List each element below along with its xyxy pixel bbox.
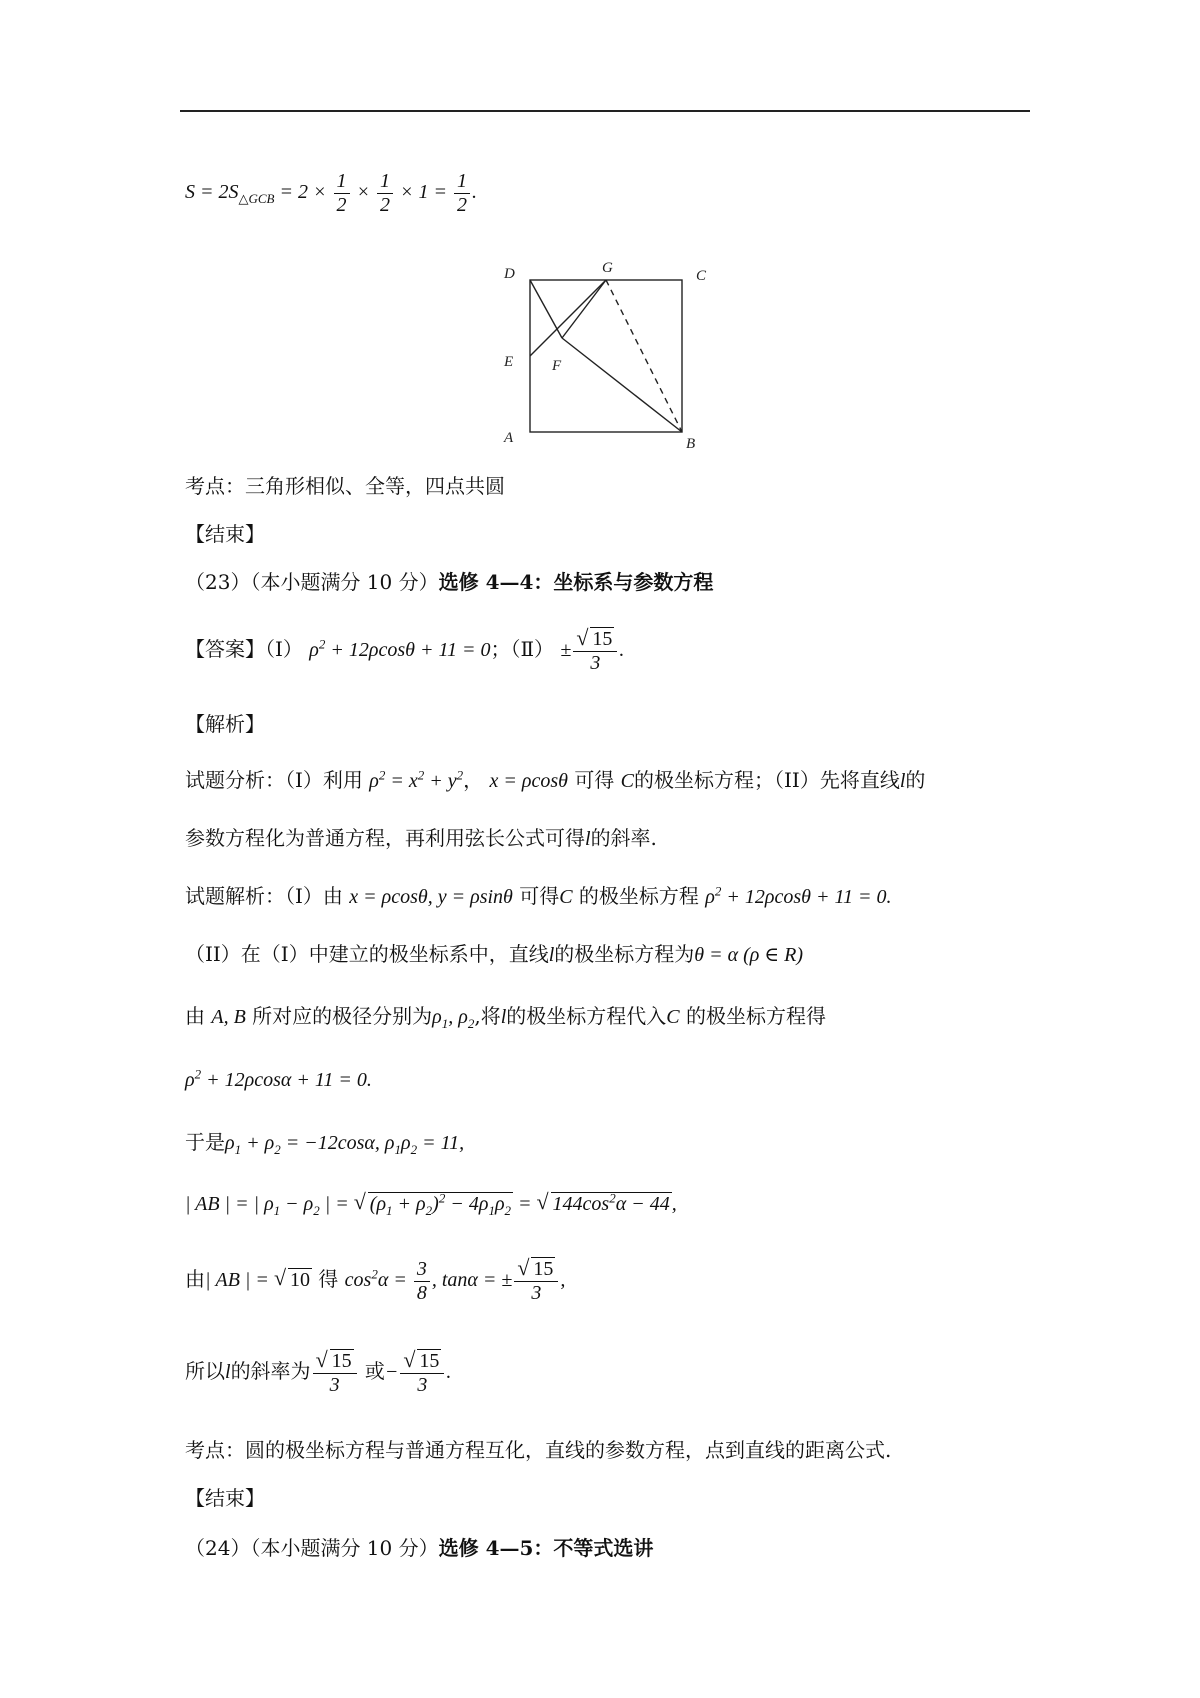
jiexi-line-1: 试题解析：（I）由 x = ρcosθ, y = ρsinθ 可得C 的极坐标方程 $\rho^2 + 12\rho\cos\theta + 11 = 0$. [185,883,892,908]
vieta-line: 于是$\rho_1 + \rho_2 = -12\cos\alpha$, $\rho_1\rho_2 = 11$, [185,1130,465,1157]
fenxi-text-1b: 可得 [574,768,615,792]
line-fg [562,280,606,338]
jiexi-text-1c: 的极坐标方程 [578,884,699,908]
q23-answer: 【答案】（Ⅰ） $\rho^2 + 12\rho\cos\theta + 11 = 0$；（Ⅱ） ± √ $\frac{15}{3}$ . [185,628,624,675]
line-df [530,280,562,338]
fenxi-text-1: 试题分析：（I）利用 [185,768,363,792]
jiexi-text-3d: 的极坐标方程代入 [506,1004,667,1028]
answer-label: 【答案】 [185,637,265,662]
jiexi-line-2: （II）在（I）中建立的极坐标系中，直线l的极坐标方程为θ = α (ρ ∈ R) [185,942,804,966]
kaodian-22: 考点：三角形相似、全等，四点共圆 [185,474,505,498]
q23-header-prefix: （23）（本小题满分 10 分） [185,570,439,594]
q24-header-title: 选修 4—5：不等式选讲 [438,1536,654,1560]
q24-header [185,1536,653,1560]
label-f: F [552,358,562,374]
jiexi-text-1b: 可得 [519,884,560,908]
square-geometry-figure [490,262,720,452]
line-eg [530,280,606,356]
q23-header [185,570,713,594]
jiexi-line-3: 由 A, B 所对应的极径分别为$\rho_1$, $\rho_2$,将l的极坐标方程代入C 的极坐标方程得 [185,1004,826,1031]
label-a: A [504,430,514,446]
equation-alpha: $\rho^2 + 12\rho\cos\alpha + 11 = 0$. [185,1066,372,1091]
figure-lines [530,280,682,432]
suoyi-text: 所以 [185,1359,225,1384]
jiexi-text-1: 试题解析：（I）由 [185,884,343,908]
part1-label: （Ⅰ） [265,637,303,662]
label-e: E [504,354,514,370]
end-marker-23: 【结束】 [185,1486,265,1510]
yushi-text: 于是 [185,1130,225,1154]
fenxi-text-2b: 的斜率. [590,826,657,850]
header-rule [180,110,1030,112]
fenxi-line-2: 参数方程化为普通方程，再利用弦长公式可得l的斜率. [185,826,657,850]
square-abcd [530,280,682,432]
de-text: 得 [318,1267,339,1292]
jiexi-text-2b: 的极坐标方程为 [554,942,695,966]
jiexi-text-3e: 的极坐标方程得 [686,1004,826,1028]
huo-text: 或 [364,1359,385,1384]
end-marker-22: 【结束】 [185,522,265,546]
slope-line: 所以l的斜率为 √ $\frac{15}{3}$ 或− √ $\frac{15}{3}$ . [185,1350,451,1397]
tan-line: 由| AB | = √ 10 得 $\cos^2\alpha$ = $\frac{3}{8}$ , tanα = ± √ $\frac{15}{3}$ , [185,1258,565,1305]
fenxi-text-2: 参数方程化为普通方程，再利用弦长公式可得 [185,826,585,850]
q24-header-prefix: （24）（本小题满分 10 分） [185,1536,439,1560]
suoyi-text-b: 的斜率为 [230,1359,311,1384]
area-result-formula: $S = 2S_{\triangle GCB} = 2$ × $\frac{1}{2}$ × $\frac{1}{2}$ × 1 = $\frac{1}{2}$ . [185,170,477,216]
jiexi-text-3b: 所对应的极径分别为 [252,1004,433,1028]
label-d: D [504,266,515,282]
you-text: 由 [185,1267,205,1292]
kaodian-23: 考点：圆的极坐标方程与普通方程互化，直线的参数方程，点到直线的距离公式. [185,1438,892,1462]
q23-header-title: 选修 4—4：坐标系与参数方程 [438,570,714,594]
line-fb [562,338,682,432]
fenxi-text-1c: 的极坐标方程；（II）先将直线 [634,768,900,792]
analysis-label: 【解析】 [185,712,265,736]
label-g: G [602,262,613,276]
chord-length-line: | AB | = | $\rho_1 - \rho_2$ | = √ $(\rho_1 + \rho_2)^2 - 4\rho_1\rho_2$ = √ $144\cos^2\alpha - 44$ , [185,1192,677,1216]
jiexi-text-3: 由 [185,1004,205,1028]
jiexi-text-3c: ,将 [474,1004,501,1028]
fenxi-text-1d: 的 [905,768,926,792]
label-b: B [686,436,696,452]
line-gb-dashed [606,280,682,432]
jiexi-text-2: （II）在（I）中建立的极坐标系中，直线 [185,942,549,966]
part2-label: ；（Ⅱ） [490,637,555,662]
label-c: C [696,268,707,284]
fenxi-line-1: 试题分析：（I）利用 $\rho^2 = x^2 + y^2$， x = ρcosθ 可得 C的极坐标方程；（II）先将直线l的 [185,767,926,792]
